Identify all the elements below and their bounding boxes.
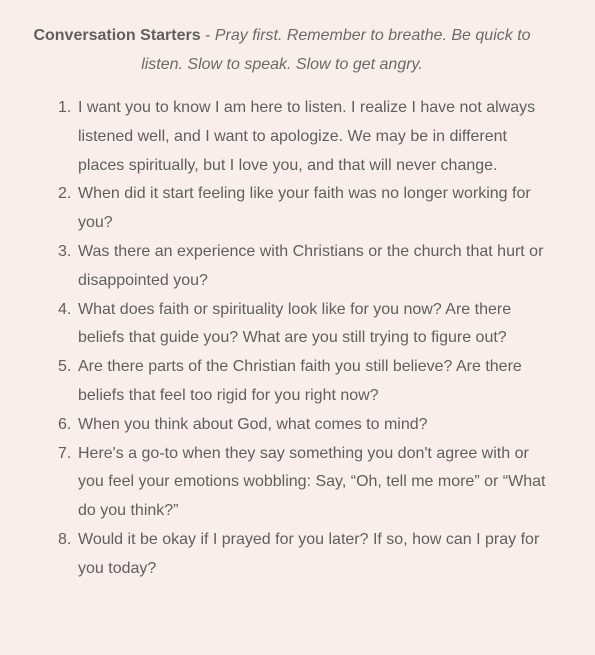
list-item [58, 353, 548, 411]
list-item-text: Would it be okay if I prayed for you later? If so, how can I pray for you today? [78, 530, 540, 577]
section-title: Conversation Starters [33, 27, 201, 44]
list-item [58, 440, 548, 526]
list-item-text: Here's a go-to when they say something you don't agree with or you feel your emotions wobbling: Say, “Oh, tell me more” or “What do you think?” [78, 444, 546, 520]
list-item [58, 180, 548, 238]
list-item-number: 2. [58, 185, 72, 203]
list-item-number: 7. [58, 444, 72, 462]
list-item-number: 3. [58, 242, 72, 260]
list-item-number: 6. [58, 415, 72, 433]
section-heading [28, 21, 536, 79]
list-item [58, 296, 548, 354]
list-item-text: Was there an experience with Christians or the church that hurt or disappointed you? [78, 242, 544, 289]
list-item-text: What does faith or spirituality look like for you now? Are there beliefs that guide you? What are you still trying to figure out? [78, 300, 512, 347]
list-item-number: 1. [58, 99, 72, 116]
list-item-number: 4. [58, 300, 72, 318]
list-item-number: 5. [58, 358, 72, 376]
list-item-number: 8. [58, 530, 72, 548]
list-item [58, 411, 548, 440]
list-item-text: When did it start feeling like your faith was no longer working for you? [78, 185, 531, 232]
list-item-text: When you think about God, what comes to mind? [78, 415, 428, 433]
list-item [58, 94, 548, 180]
title-separator: - [200, 27, 215, 44]
conversation-starters-list [0, 94, 548, 584]
list-item-text: Are there parts of the Christian faith you still believe? Are there beliefs that feel too rigid for you right now? [78, 358, 522, 404]
section-subtitle: Pray first. Remember to breathe. Be quick to listen. Slow to speak. Slow to get angry. [141, 27, 531, 73]
list-item-text: I want you to know I am here to listen. I realize I have not always listened well, and I want to apologize. We may be in different places spiritually, but I love you, and that will never change. [78, 99, 536, 174]
list-item [58, 526, 548, 584]
list-item [58, 238, 548, 296]
